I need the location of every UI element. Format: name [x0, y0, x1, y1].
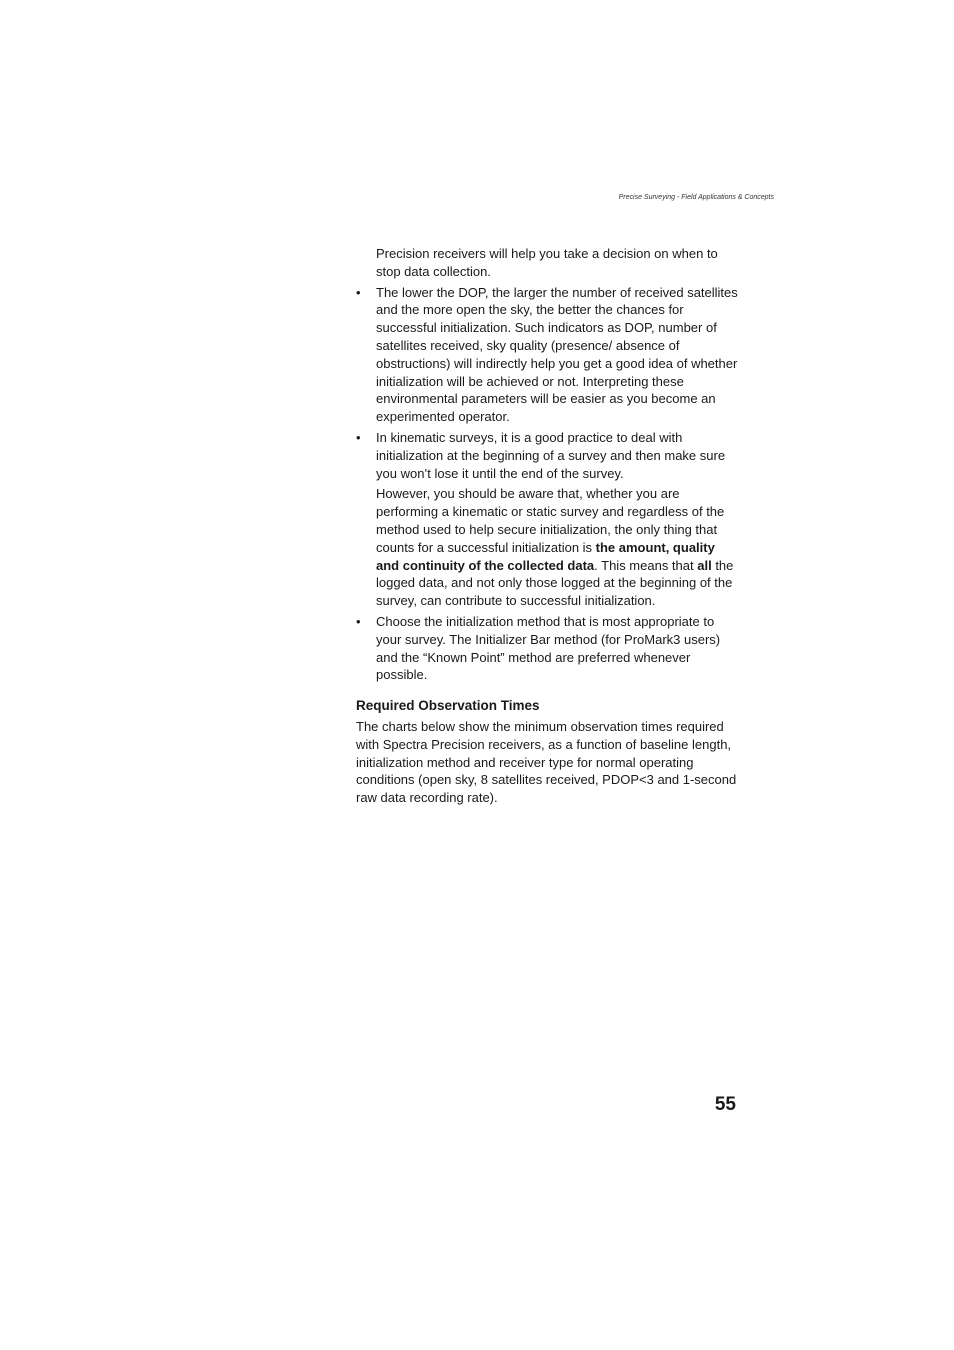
bullet-item-kinematic: [356, 429, 740, 610]
bold-text-run: the amount, quality and continuity of the collected data: [376, 539, 715, 573]
text-run: However, you should be aware that, whether you are performing a kinematic or static survey and regardless of the method used to help secure initialization, the only thing that counts for a successful initialization is: [376, 486, 725, 555]
bullet-text: The lower the DOP, the larger the number of received satellites and the more open the sky, the better the chances for successful initialization. Such indicators as DOP, number of satellites received, sky quality (presence/ absence of obstructions) will indirectly help you get a good idea of whether initialization will be achieved or not. Interpreting these environmental parameters will be easier as you become an experimented operator.: [376, 284, 738, 425]
bullet-marker: •: [356, 284, 361, 300]
bullet-item-method: [356, 613, 740, 684]
bullet-continuation: [376, 485, 740, 610]
bullet-text: Choose the initialization method that is most appropriate to your survey. The Initializer Bar method (for ProMark3 users) and the “Known Point” method are preferred whenever possible.: [376, 613, 721, 683]
running-header: Precise Surveying - Field Applications & Concepts: [618, 194, 774, 201]
section-paragraph: The charts below show the minimum observation times required with Spectra Precision receivers, as a function of baseline length, initialization method and receiver type for normal operating conditions (open sky, 8 satellites received, PDOP<3 and 1-second raw data recording rate).: [356, 718, 737, 806]
page-number: 55: [714, 1094, 736, 1115]
intro-continuation: Precision receivers will help you take a decision on when to stop data collection.: [376, 246, 718, 279]
bullet-marker: •: [356, 613, 361, 629]
bold-text-run: all: [697, 557, 712, 573]
text-run: the logged data, and not only those logged at the beginning of the survey, can contribute to successful initialization.: [376, 557, 734, 609]
bullet-item-dop: [356, 284, 740, 426]
text-run: . This means that: [594, 557, 698, 573]
section-heading: Required Observation Times: [356, 698, 540, 714]
bullet-marker: •: [356, 429, 361, 445]
main-content: [356, 245, 740, 807]
bullet-text: In kinematic surveys, it is a good practice to deal with initialization at the beginning of a survey and then make sure you won’t lose it until the end of the survey.: [376, 429, 726, 481]
